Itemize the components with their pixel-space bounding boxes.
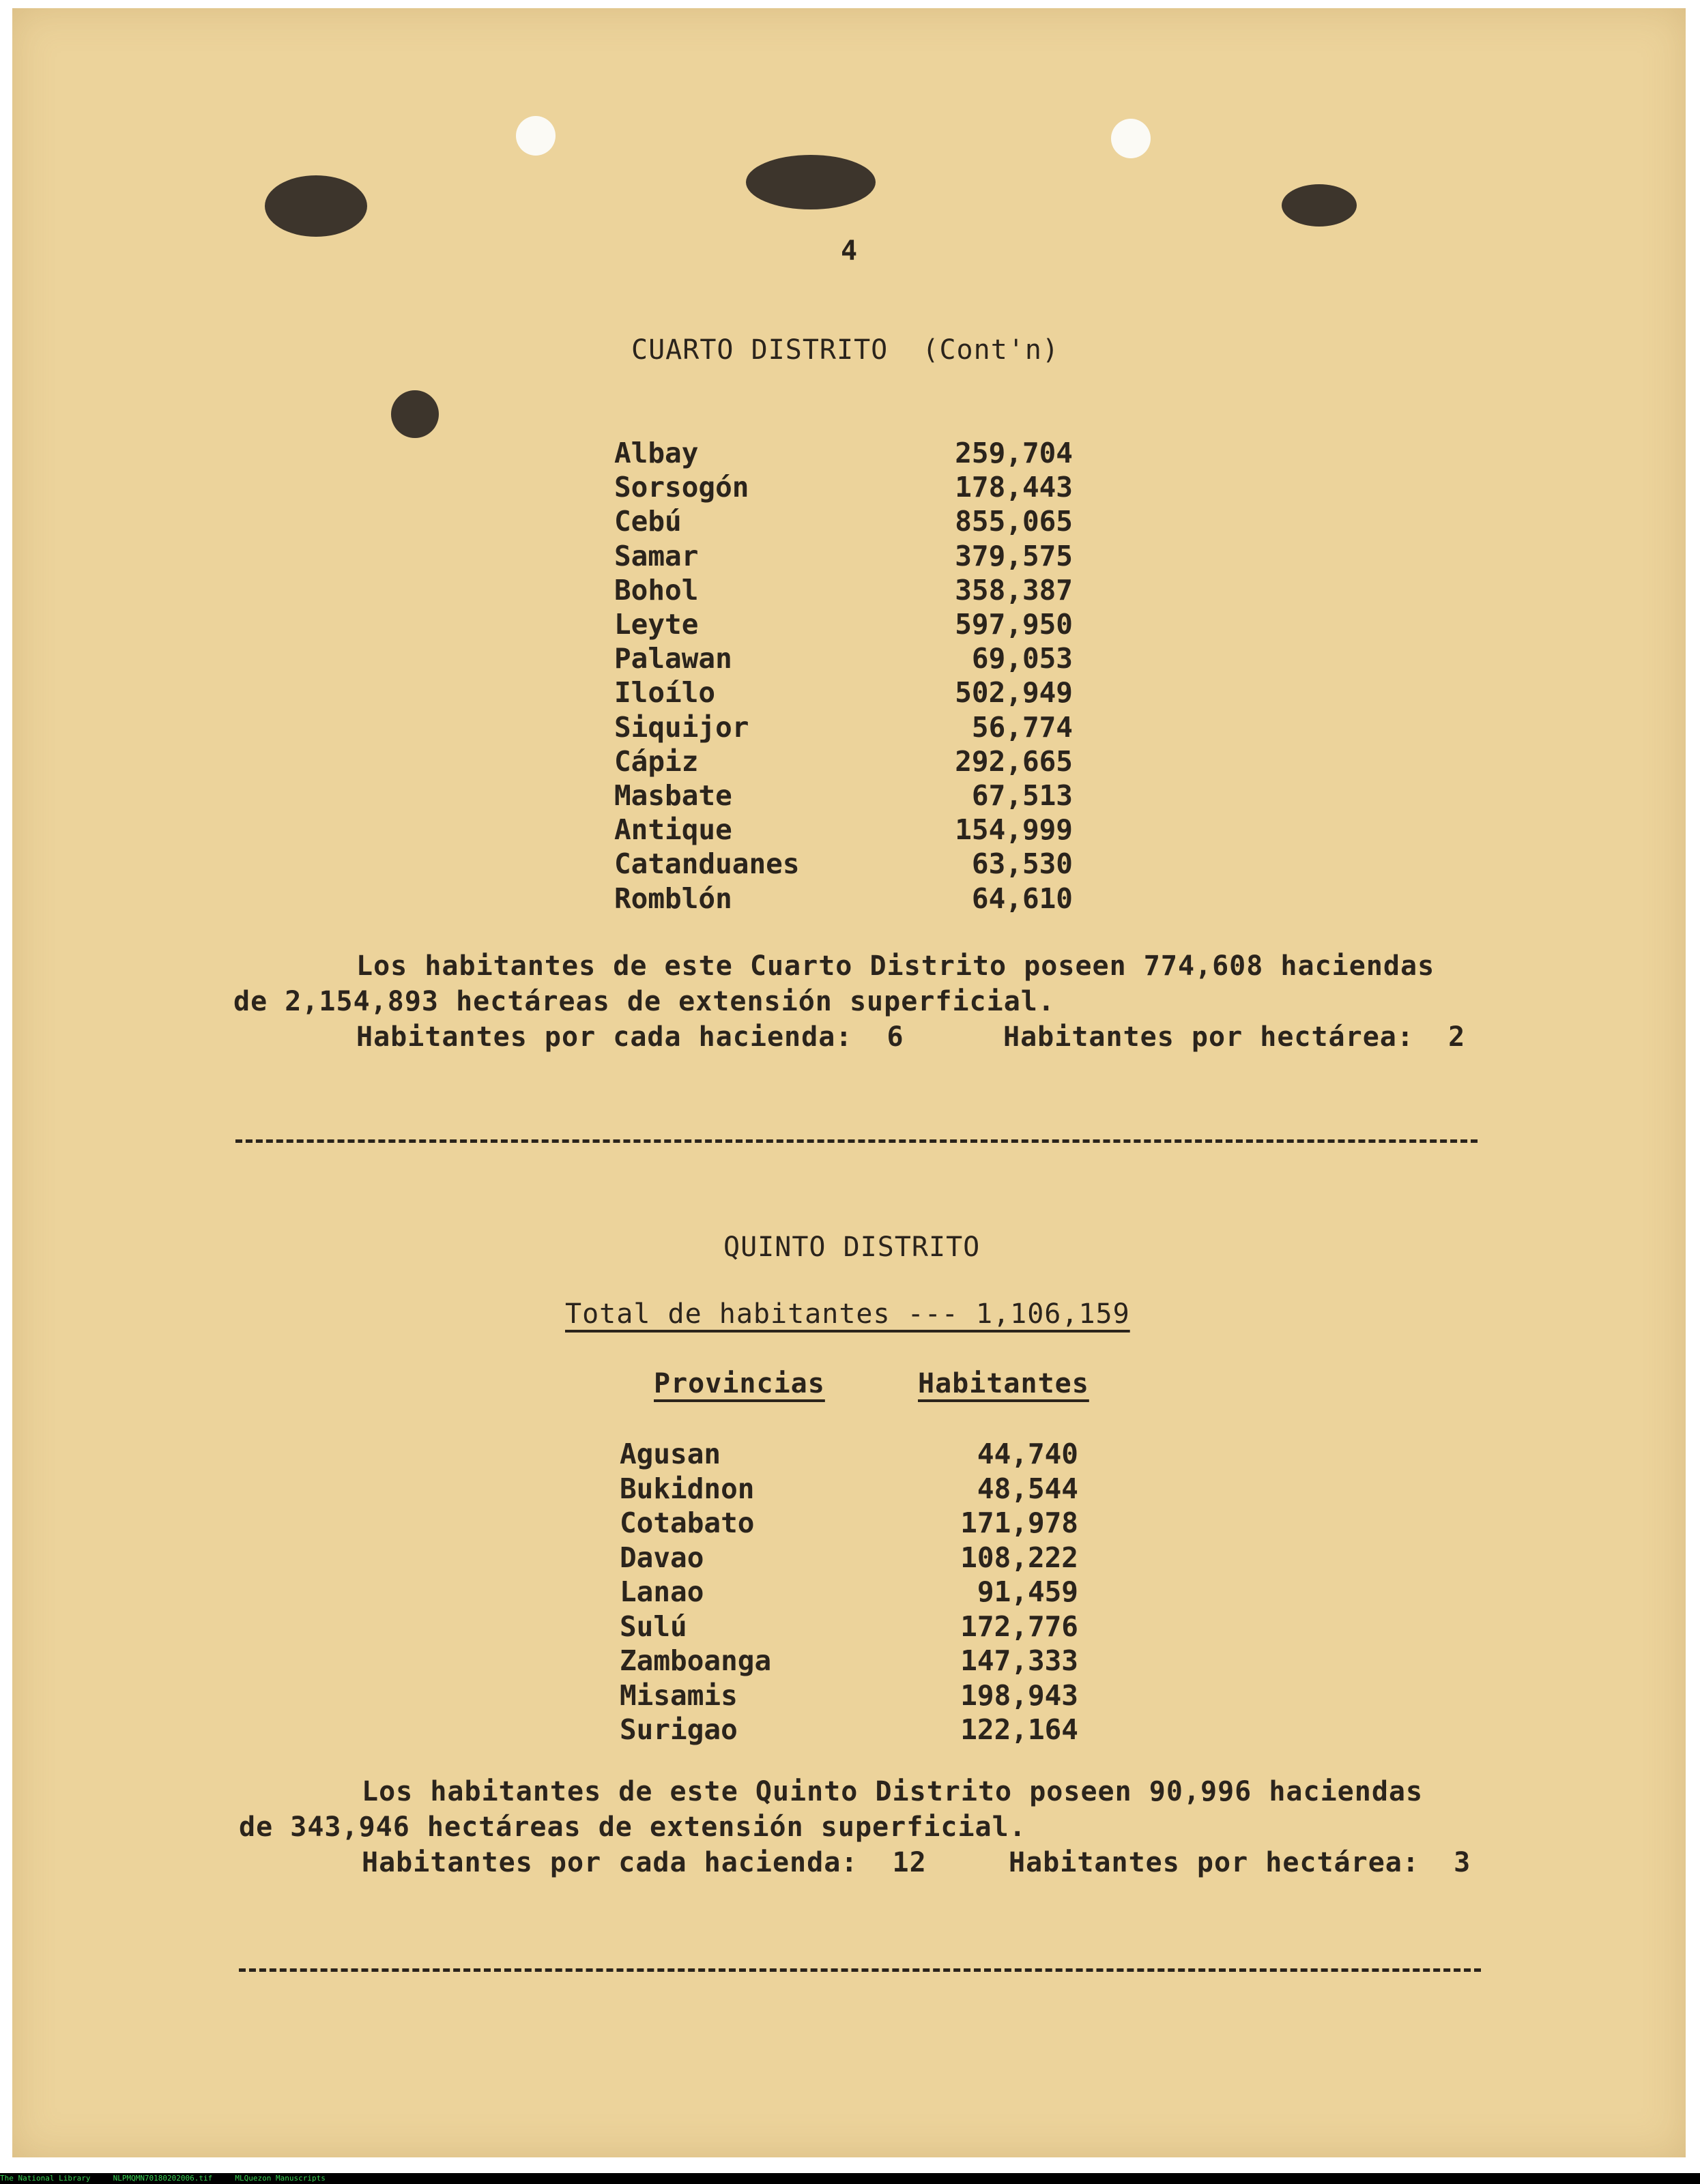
cuarto-province-population: 855,065 xyxy=(955,505,1073,538)
quinto-per-hectarea: Habitantes por hectárea: 3 xyxy=(1009,1847,1471,1878)
ink-stain xyxy=(746,155,876,209)
cuarto-province-population: 292,665 xyxy=(955,744,1073,778)
cuarto-province-name: Albay xyxy=(614,437,699,469)
quinto-province-name: Zamboanga xyxy=(620,1644,772,1677)
ink-stain xyxy=(265,175,367,237)
quinto-province-name: Bukidnon xyxy=(620,1472,755,1505)
quinto-province-name: Davao xyxy=(620,1541,704,1574)
cuarto-distrito-heading: CUARTO DISTRITO (Cont'n) xyxy=(631,334,1060,366)
cuarto-province-name: Masbate xyxy=(614,779,732,812)
column-header-provincias: Provincias xyxy=(654,1368,825,1399)
cuarto-province-population: 67,513 xyxy=(971,779,1073,812)
quinto-province-population: 48,544 xyxy=(977,1472,1078,1505)
cuarto-province-name: Sorsogón xyxy=(614,471,749,504)
quinto-per-hacienda: Habitantes por cada hacienda: 12 xyxy=(362,1847,927,1878)
file-label: NLPMQMN70180202006.tif xyxy=(113,2174,213,2183)
quinto-province-population: 147,333 xyxy=(960,1644,1078,1677)
page-number: 4 xyxy=(841,235,859,267)
cuarto-province-population: 178,443 xyxy=(955,471,1073,504)
quinto-province-name: Lanao xyxy=(620,1575,704,1608)
quinto-province-population: 122,164 xyxy=(960,1713,1078,1746)
quinto-summary-line2: de 343,946 hectáreas de extensión superficial. xyxy=(239,1811,1026,1843)
collection-label: MLQuezon Manuscripts xyxy=(235,2174,326,2183)
ink-stain xyxy=(391,390,439,438)
quinto-province-name: Sulú xyxy=(620,1610,687,1643)
quinto-total-habitantes: Total de habitantes --- 1,106,159 xyxy=(565,1298,1130,1330)
cuarto-summary-line1: Los habitantes de este Cuarto Distrito poseen 774,608 haciendas xyxy=(356,950,1435,982)
cuarto-province-population: 63,530 xyxy=(971,847,1073,881)
cuarto-province-name: Catanduanes xyxy=(614,847,800,881)
section-divider xyxy=(239,1968,1481,1972)
cuarto-province-name: Bohol xyxy=(614,573,699,607)
quinto-province-population: 44,740 xyxy=(977,1438,1078,1470)
cuarto-summary-line2: de 2,154,893 hectáreas de extensión superficial. xyxy=(233,986,1055,1017)
column-header-habitantes: Habitantes xyxy=(918,1368,1089,1399)
library-label: The National Library xyxy=(0,2174,91,2183)
punch-hole-left xyxy=(516,116,556,156)
cuarto-per-hacienda: Habitantes por cada hacienda: 6 xyxy=(356,1021,904,1053)
quinto-province-population: 108,222 xyxy=(960,1541,1078,1574)
cuarto-province-name: Iloílo xyxy=(614,676,716,710)
cuarto-province-population: 502,949 xyxy=(955,676,1073,710)
section-divider xyxy=(235,1139,1478,1143)
quinto-province-population: 198,943 xyxy=(960,1678,1078,1712)
quinto-province-name: Agusan xyxy=(620,1438,721,1470)
punch-hole-right xyxy=(1111,119,1151,158)
cuarto-province-population: 56,774 xyxy=(971,710,1073,744)
cuarto-per-hectarea: Habitantes por hectárea: 2 xyxy=(1003,1021,1466,1053)
cuarto-province-name: Romblón xyxy=(614,882,732,915)
cuarto-province-population: 358,387 xyxy=(955,573,1073,607)
cuarto-province-name: Antique xyxy=(614,813,732,847)
quinto-province-population: 171,978 xyxy=(960,1506,1078,1539)
cuarto-province-population: 379,575 xyxy=(955,539,1073,572)
cuarto-province-population: 64,610 xyxy=(971,882,1073,915)
cuarto-province-population: 259,704 xyxy=(955,437,1073,469)
quinto-distrito-heading: QUINTO DISTRITO xyxy=(723,1232,981,1263)
quinto-province-population: 91,459 xyxy=(977,1575,1078,1608)
quinto-province-population: 172,776 xyxy=(960,1610,1078,1643)
cuarto-province-name: Cápiz xyxy=(614,744,699,778)
cuarto-province-name: Cebú xyxy=(614,505,682,538)
cuarto-province-name: Palawan xyxy=(614,642,732,675)
cuarto-province-population: 597,950 xyxy=(955,608,1073,641)
cuarto-province-population: 154,999 xyxy=(955,813,1073,847)
cuarto-province-name: Siquijor xyxy=(614,710,749,744)
quinto-province-name: Misamis xyxy=(620,1678,738,1712)
quinto-province-name: Cotabato xyxy=(620,1506,755,1539)
ink-stain xyxy=(1282,184,1357,227)
quinto-province-name: Surigao xyxy=(620,1713,738,1746)
scan-info-bar xyxy=(0,2173,1700,2184)
cuarto-province-name: Leyte xyxy=(614,608,699,641)
cuarto-province-name: Samar xyxy=(614,539,699,572)
cuarto-province-population: 69,053 xyxy=(971,642,1073,675)
quinto-summary-line1: Los habitantes de este Quinto Distrito poseen 90,996 haciendas xyxy=(362,1776,1424,1807)
